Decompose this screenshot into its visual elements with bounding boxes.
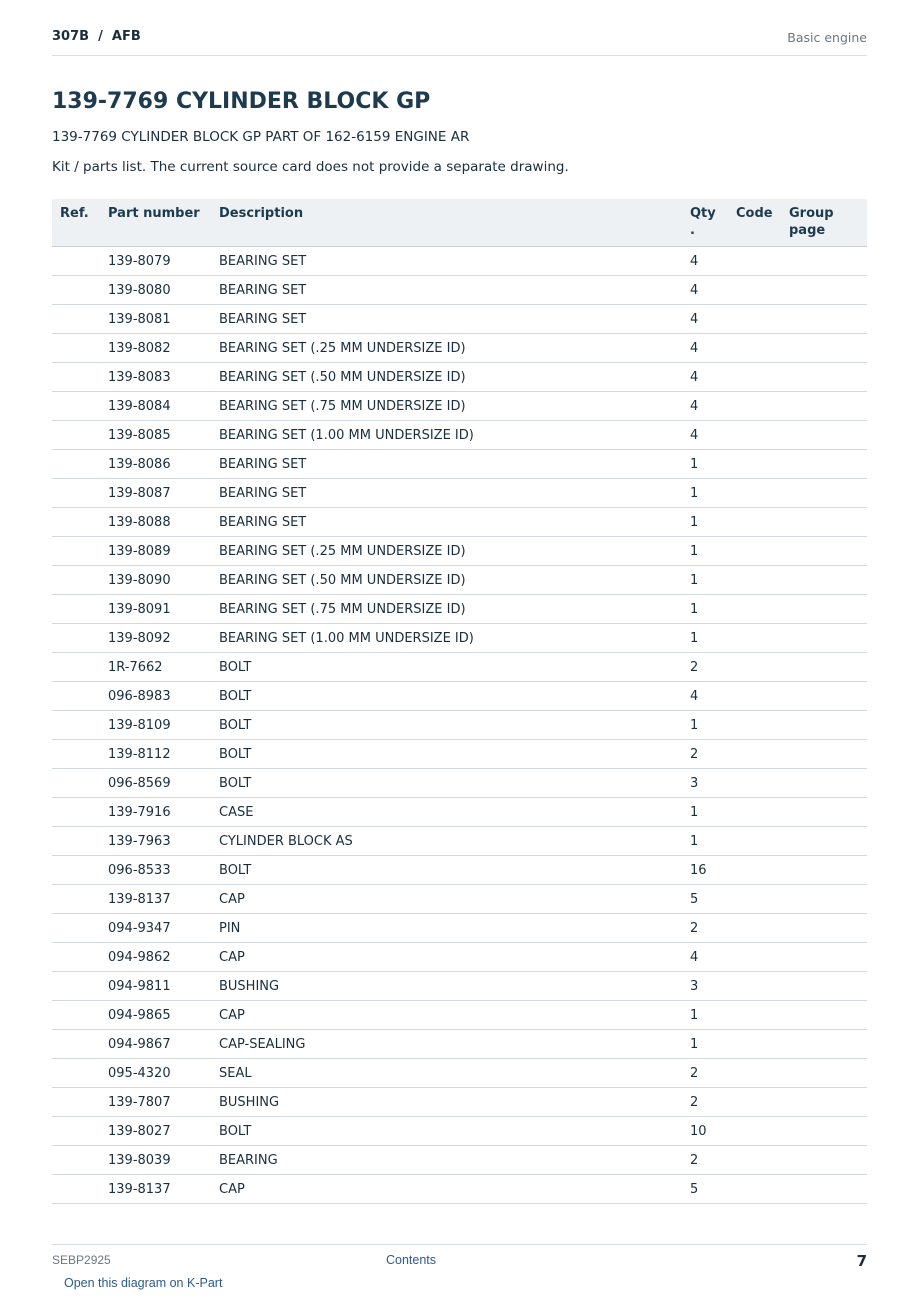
table-row	[52, 1175, 867, 1204]
table-row	[52, 421, 867, 450]
cell-group-page	[789, 798, 867, 827]
cell-group-page	[789, 914, 867, 943]
cell-group-page	[789, 334, 867, 363]
cell-ref	[52, 1175, 106, 1204]
cell-group-page	[789, 305, 867, 334]
cell-ref	[52, 276, 106, 305]
cell-ref	[52, 1001, 106, 1030]
table-row	[52, 711, 867, 740]
cell-group-page	[789, 276, 867, 305]
cell-code	[736, 798, 789, 827]
cell-qty: 4	[690, 363, 736, 392]
cell-qty: 4	[690, 305, 736, 334]
page-footer	[52, 1244, 867, 1275]
cell-part-number: 139-8088	[106, 508, 217, 537]
table-row	[52, 450, 867, 479]
cell-ref	[52, 450, 106, 479]
page-note: Kit / parts list. The current source card does not provide a separate drawing.	[52, 159, 569, 175]
cell-part-number: 094-9862	[106, 943, 217, 972]
cell-group-page	[789, 1001, 867, 1030]
cell-part-number: 139-8087	[106, 479, 217, 508]
cell-part-number: 139-8091	[106, 595, 217, 624]
cell-group-page	[789, 479, 867, 508]
page-title: 139-7769 CYLINDER BLOCK GP	[52, 89, 431, 114]
cell-part-number: 139-8027	[106, 1117, 217, 1146]
col-header-part-number: Part number	[106, 199, 217, 247]
cell-code	[736, 305, 789, 334]
cell-code	[736, 363, 789, 392]
col-header-group-page: Group page	[789, 199, 867, 247]
cell-qty: 1	[690, 479, 736, 508]
cell-part-number: 139-8137	[106, 885, 217, 914]
table-row	[52, 827, 867, 856]
cell-qty: 1	[690, 537, 736, 566]
cell-description: BEARING SET	[217, 276, 690, 305]
cell-part-number: 094-9347	[106, 914, 217, 943]
cell-ref	[52, 1059, 106, 1088]
cell-code	[736, 885, 789, 914]
cell-ref	[52, 943, 106, 972]
cell-ref	[52, 711, 106, 740]
cell-code	[736, 943, 789, 972]
cell-group-page	[789, 856, 867, 885]
cell-ref	[52, 479, 106, 508]
cell-ref	[52, 595, 106, 624]
model-breadcrumb: 307B / AFB	[52, 29, 141, 44]
cell-group-page	[789, 1088, 867, 1117]
table-row	[52, 624, 867, 653]
cell-group-page	[789, 1059, 867, 1088]
table-row	[52, 914, 867, 943]
cell-code	[736, 508, 789, 537]
cell-code	[736, 740, 789, 769]
cell-description: SEAL	[217, 1059, 690, 1088]
cell-description: BOLT	[217, 856, 690, 885]
cell-group-page	[789, 653, 867, 682]
cell-code	[736, 653, 789, 682]
cell-group-page	[789, 537, 867, 566]
cell-group-page	[789, 421, 867, 450]
col-header-code: Code	[736, 199, 789, 247]
cell-part-number: 139-8084	[106, 392, 217, 421]
table-row	[52, 479, 867, 508]
cell-part-number: 139-8090	[106, 566, 217, 595]
table-row	[52, 1001, 867, 1030]
cell-description: CAP-SEALING	[217, 1030, 690, 1059]
cell-qty: 16	[690, 856, 736, 885]
cell-description: BEARING SET	[217, 450, 690, 479]
cell-ref	[52, 682, 106, 711]
page-subtitle: 139-7769 CYLINDER BLOCK GP PART OF 162-6159 ENGINE AR	[52, 129, 470, 145]
cell-description: PIN	[217, 914, 690, 943]
cell-code	[736, 247, 789, 276]
cell-group-page	[789, 682, 867, 711]
cell-description: BOLT	[217, 1117, 690, 1146]
cell-part-number: 139-8112	[106, 740, 217, 769]
cell-qty: 1	[690, 711, 736, 740]
cell-description: BEARING SET (.75 MM UNDERSIZE ID)	[217, 595, 690, 624]
cell-description: CASE	[217, 798, 690, 827]
parts-table-body	[52, 247, 867, 1204]
cell-qty: 2	[690, 1146, 736, 1175]
cell-ref	[52, 1146, 106, 1175]
cell-code	[736, 334, 789, 363]
cell-code	[736, 1001, 789, 1030]
col-header-description: Description	[217, 199, 690, 247]
cell-code	[736, 856, 789, 885]
table-row	[52, 595, 867, 624]
cell-ref	[52, 508, 106, 537]
cell-description: BEARING SET (.75 MM UNDERSIZE ID)	[217, 392, 690, 421]
cell-description: BUSHING	[217, 972, 690, 1001]
cell-description: BEARING SET (.25 MM UNDERSIZE ID)	[217, 537, 690, 566]
cell-part-number: 139-8092	[106, 624, 217, 653]
cell-part-number: 094-9865	[106, 1001, 217, 1030]
table-row	[52, 885, 867, 914]
cell-group-page	[789, 1146, 867, 1175]
col-header-ref: Ref.	[52, 199, 106, 247]
cell-code	[736, 827, 789, 856]
cell-qty: 4	[690, 392, 736, 421]
cell-ref	[52, 972, 106, 1001]
cell-description: BEARING SET	[217, 247, 690, 276]
cell-part-number: 094-9867	[106, 1030, 217, 1059]
cell-description: BOLT	[217, 653, 690, 682]
section-label: Basic engine	[787, 30, 867, 45]
table-row	[52, 972, 867, 1001]
cell-ref	[52, 305, 106, 334]
cell-code	[736, 682, 789, 711]
cell-code	[736, 479, 789, 508]
cell-ref	[52, 537, 106, 566]
cell-code	[736, 769, 789, 798]
cell-code	[736, 392, 789, 421]
cell-ref	[52, 566, 106, 595]
table-row	[52, 1117, 867, 1146]
cell-description: BEARING SET (1.00 MM UNDERSIZE ID)	[217, 421, 690, 450]
table-header-row	[52, 199, 867, 247]
cell-code	[736, 276, 789, 305]
cell-group-page	[789, 624, 867, 653]
cell-group-page	[789, 740, 867, 769]
cell-code	[736, 711, 789, 740]
cell-qty: 3	[690, 769, 736, 798]
table-row	[52, 276, 867, 305]
cell-group-page	[789, 1175, 867, 1204]
cell-qty: 2	[690, 653, 736, 682]
cell-group-page	[789, 1117, 867, 1146]
cell-part-number: 096-8533	[106, 856, 217, 885]
table-row	[52, 798, 867, 827]
cell-code	[736, 421, 789, 450]
table-row	[52, 537, 867, 566]
cell-description: BEARING SET	[217, 508, 690, 537]
cell-code	[736, 595, 789, 624]
table-row	[52, 566, 867, 595]
table-row	[52, 1088, 867, 1117]
cell-description: CAP	[217, 1175, 690, 1204]
cell-description: BUSHING	[217, 1088, 690, 1117]
cell-qty: 1	[690, 1030, 736, 1059]
cell-description: CAP	[217, 943, 690, 972]
cell-ref	[52, 624, 106, 653]
cell-qty: 3	[690, 972, 736, 1001]
cell-ref	[52, 914, 106, 943]
cell-ref	[52, 1117, 106, 1146]
table-row	[52, 1030, 867, 1059]
cell-part-number: 139-8082	[106, 334, 217, 363]
cell-qty: 1	[690, 624, 736, 653]
contents-link[interactable]: Contents	[386, 1253, 437, 1267]
table-row	[52, 363, 867, 392]
cell-qty: 4	[690, 421, 736, 450]
cell-group-page	[789, 566, 867, 595]
cell-qty: 1	[690, 508, 736, 537]
cell-ref	[52, 334, 106, 363]
table-row	[52, 1146, 867, 1175]
cell-qty: 4	[690, 276, 736, 305]
cell-part-number: 139-7807	[106, 1088, 217, 1117]
table-row	[52, 305, 867, 334]
cell-ref	[52, 740, 106, 769]
cell-group-page	[789, 943, 867, 972]
cell-group-page	[789, 827, 867, 856]
cell-qty: 10	[690, 1117, 736, 1146]
cell-code	[736, 566, 789, 595]
cell-code	[736, 1117, 789, 1146]
cell-part-number: 139-8085	[106, 421, 217, 450]
cell-qty: 4	[690, 334, 736, 363]
cell-part-number: 096-8569	[106, 769, 217, 798]
cell-part-number: 139-8109	[106, 711, 217, 740]
table-row	[52, 769, 867, 798]
cell-qty: 2	[690, 1088, 736, 1117]
cell-ref	[52, 392, 106, 421]
cell-group-page	[789, 247, 867, 276]
cell-description: CAP	[217, 885, 690, 914]
col-header-qty: Qty .	[690, 199, 736, 247]
cell-part-number: 139-7963	[106, 827, 217, 856]
cell-ref	[52, 827, 106, 856]
cell-description: BOLT	[217, 740, 690, 769]
cell-group-page	[789, 392, 867, 421]
cell-ref	[52, 421, 106, 450]
cell-group-page	[789, 711, 867, 740]
cell-group-page	[789, 972, 867, 1001]
cell-description: BEARING SET (.50 MM UNDERSIZE ID)	[217, 566, 690, 595]
page-number: 7	[856, 1252, 867, 1270]
cell-qty: 1	[690, 595, 736, 624]
cell-part-number: 139-8086	[106, 450, 217, 479]
cell-ref	[52, 1030, 106, 1059]
cell-qty: 1	[690, 1001, 736, 1030]
parts-table	[52, 199, 867, 1204]
cell-part-number: 094-9811	[106, 972, 217, 1001]
cell-part-number: 139-8079	[106, 247, 217, 276]
cell-group-page	[789, 508, 867, 537]
cell-ref	[52, 769, 106, 798]
table-row	[52, 508, 867, 537]
table-row	[52, 334, 867, 363]
cell-ref	[52, 856, 106, 885]
table-row	[52, 653, 867, 682]
table-row	[52, 247, 867, 276]
cell-part-number: 095-4320	[106, 1059, 217, 1088]
cell-code	[736, 1146, 789, 1175]
open-kpart-link[interactable]: Open this diagram on K-Part	[64, 1276, 223, 1290]
cell-description: BEARING SET (.25 MM UNDERSIZE ID)	[217, 334, 690, 363]
cell-qty: 1	[690, 566, 736, 595]
cell-code	[736, 1059, 789, 1088]
cell-group-page	[789, 450, 867, 479]
cell-qty: 1	[690, 450, 736, 479]
table-row	[52, 682, 867, 711]
cell-qty: 4	[690, 943, 736, 972]
cell-code	[736, 1030, 789, 1059]
cell-qty: 1	[690, 798, 736, 827]
cell-description: CYLINDER BLOCK AS	[217, 827, 690, 856]
cell-qty: 2	[690, 1059, 736, 1088]
cell-code	[736, 537, 789, 566]
cell-ref	[52, 363, 106, 392]
cell-qty: 5	[690, 1175, 736, 1204]
cell-code	[736, 914, 789, 943]
cell-group-page	[789, 769, 867, 798]
cell-group-page	[789, 363, 867, 392]
cell-group-page	[789, 595, 867, 624]
cell-qty: 4	[690, 247, 736, 276]
cell-description: CAP	[217, 1001, 690, 1030]
cell-qty: 4	[690, 682, 736, 711]
cell-part-number: 139-8089	[106, 537, 217, 566]
cell-ref	[52, 798, 106, 827]
cell-code	[736, 624, 789, 653]
table-row	[52, 1059, 867, 1088]
document-code: SEBP2925	[52, 1253, 111, 1267]
cell-code	[736, 972, 789, 1001]
cell-part-number: 1R-7662	[106, 653, 217, 682]
cell-description: BOLT	[217, 769, 690, 798]
cell-part-number: 139-8080	[106, 276, 217, 305]
cell-part-number: 096-8983	[106, 682, 217, 711]
cell-qty: 5	[690, 885, 736, 914]
cell-description: BOLT	[217, 711, 690, 740]
cell-ref	[52, 653, 106, 682]
cell-qty: 2	[690, 740, 736, 769]
cell-part-number: 139-8083	[106, 363, 217, 392]
cell-ref	[52, 247, 106, 276]
cell-qty: 1	[690, 827, 736, 856]
cell-code	[736, 450, 789, 479]
table-row	[52, 856, 867, 885]
cell-part-number: 139-8039	[106, 1146, 217, 1175]
page-header	[52, 28, 867, 56]
table-row	[52, 740, 867, 769]
cell-description: BEARING SET (.50 MM UNDERSIZE ID)	[217, 363, 690, 392]
cell-part-number: 139-7916	[106, 798, 217, 827]
cell-description: BEARING SET	[217, 305, 690, 334]
cell-description: BEARING SET (1.00 MM UNDERSIZE ID)	[217, 624, 690, 653]
cell-part-number: 139-8137	[106, 1175, 217, 1204]
cell-description: BOLT	[217, 682, 690, 711]
cell-code	[736, 1088, 789, 1117]
cell-description: BEARING SET	[217, 479, 690, 508]
table-row	[52, 392, 867, 421]
cell-description: BEARING	[217, 1146, 690, 1175]
cell-ref	[52, 1088, 106, 1117]
table-row	[52, 943, 867, 972]
cell-code	[736, 1175, 789, 1204]
cell-part-number: 139-8081	[106, 305, 217, 334]
cell-qty: 2	[690, 914, 736, 943]
cell-ref	[52, 885, 106, 914]
cell-group-page	[789, 885, 867, 914]
cell-group-page	[789, 1030, 867, 1059]
